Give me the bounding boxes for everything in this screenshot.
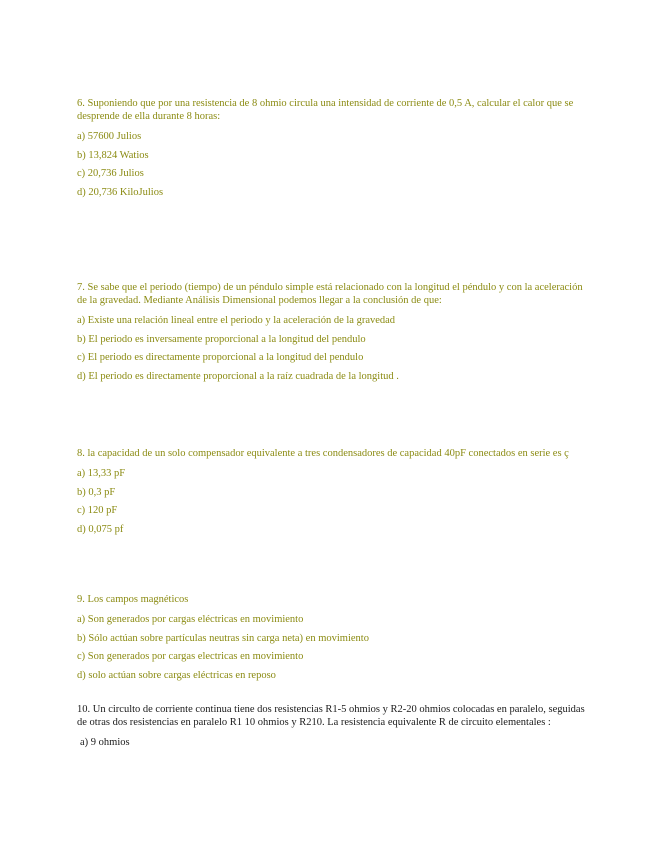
question-7-stem: 7. Se sabe que el periodo (tiempo) de un péndulo simple está relacionado con la longitud el péndulo y con la aceleración de la gravedad. Mediante Análisis Dimensional podemos llegar a la conclusión de que: xyxy=(77,282,583,306)
question-8-option-a: a) 13,33 pF xyxy=(77,468,126,479)
question-6-option-d: d) 20,736 KiloJulios xyxy=(77,186,164,198)
question-6-option-b: b) 13,824 Watios xyxy=(77,149,149,161)
question-9-option-c: c) Son generados por cargas electricas en movimiento xyxy=(77,651,304,662)
question-10 xyxy=(77,703,587,755)
question-9-option-d: d) solo actúan sobre cargas eléctricas en reposo xyxy=(77,669,276,681)
question-8-stem: 8. la capacidad de un solo compensador equivalente a tres condensadores de capacidad 40pF conectados en serie es ç xyxy=(77,448,569,459)
question-7-option-c: c) El periodo es directamente proporcional a la longitud del pendulo xyxy=(77,352,364,363)
question-7-option-a: a) Existe una relación lineal entre el periodo y la aceleración de la gravedad xyxy=(77,315,396,326)
question-9-stem: 9. Los campos magnéticos xyxy=(77,594,189,605)
question-6-option-a: a) 57600 Julios xyxy=(77,131,142,142)
question-7-option-d: d) El periodo es directamente proporcional a la raíz cuadrada de la longitud . xyxy=(77,370,399,382)
question-9 xyxy=(77,593,587,687)
question-10-stem: 10. Un circulto de corriente continua tiene dos resistencias R1-5 ohmios y R2-20 ohmios colocadas en paralelo, seguidas de otras dos resistencias en paralelo R1 10 ohmios y R210. La resistencia equivalente R de circuito elementales : xyxy=(77,704,585,728)
question-8-option-c: c) 120 pF xyxy=(77,505,118,516)
question-7-option-b: b) El periodo es inversamente proporcional a la longitud del pendulo xyxy=(77,333,366,345)
question-6 xyxy=(77,97,587,204)
question-9-option-a: a) Son generados por cargas eléctricas en movimiento xyxy=(77,614,304,625)
question-6-stem: 6. Suponiendo que por una resistencia de 8 ohmio circula una intensidad de corriente de 0,5 A, calcular el calor que se desprende de ella durante 8 horas: xyxy=(77,98,574,122)
question-6-option-c: c) 20,736 Julios xyxy=(77,168,144,179)
question-8-option-b: b) 0,3 pF xyxy=(77,486,116,498)
question-9-option-b: b) Sólo actúan sobre partículas neutras sin carga neta) en movimiento xyxy=(77,632,369,644)
question-8-option-d: d) 0,075 pf xyxy=(77,523,124,535)
question-8 xyxy=(77,447,587,541)
question-7 xyxy=(77,281,587,388)
question-10-option-a: a) 9 ohmios xyxy=(80,737,130,748)
